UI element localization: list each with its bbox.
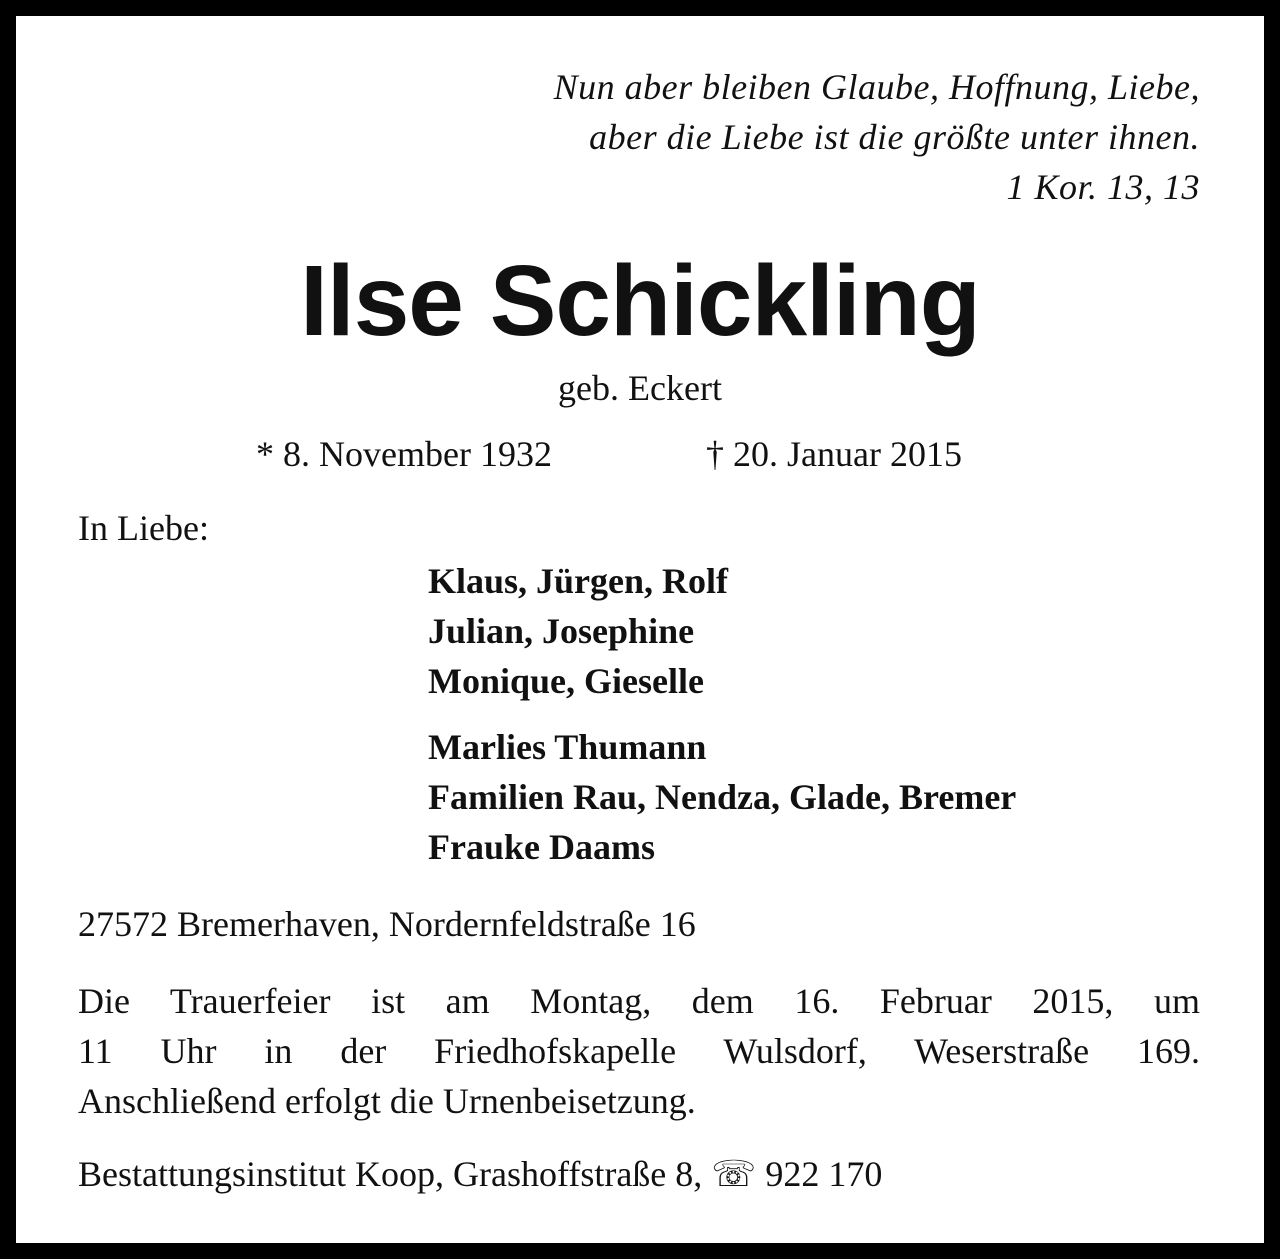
mourners-intro: In Liebe:: [78, 508, 209, 548]
funeral-service-info: [78, 976, 1200, 1126]
mourners-family: [428, 556, 728, 706]
deceased-name: Ilse Schickling: [300, 245, 980, 357]
maiden-name: geb. Eckert: [558, 368, 722, 408]
undertaker-phone: 922 170: [765, 1154, 883, 1194]
phone-icon: ☏: [711, 1154, 757, 1194]
mourners-relatives: [428, 722, 1016, 872]
verse-line: Nun aber bleiben Glaube, Hoffnung, Liebe,: [553, 67, 1200, 107]
mourner-line: Klaus, Jürgen, Rolf: [428, 561, 729, 601]
service-line: 11 Uhr in der Friedhofskapelle Wulsdorf, Weserstraße 169.: [78, 1031, 1200, 1071]
birth-date: * 8. November 1932: [256, 434, 552, 474]
mourner-line: Monique, Gieselle: [428, 661, 704, 701]
mourner-line: Julian, Josephine: [428, 611, 695, 651]
verse-reference: 1 Kor. 13, 13: [1006, 167, 1200, 207]
mourner-line: Marlies Thumann: [428, 727, 707, 767]
service-line: Anschließend erfolgt die Urnenbeisetzung.: [78, 1081, 696, 1121]
mourner-line: Familien Rau, Nendza, Glade, Bremer: [428, 777, 1017, 817]
undertaker-name: Bestattungsinstitut Koop, Grashoffstraße 8,: [78, 1154, 703, 1194]
obituary-notice: [16, 16, 1264, 1243]
service-line: Die Trauerfeier ist am Montag, dem 16. Februar 2015, um: [78, 981, 1200, 1021]
mourner-line: Frauke Daams: [428, 827, 655, 867]
verse-line: aber die Liebe ist die größte unter ihnen.: [589, 117, 1200, 157]
undertaker-info: [78, 1152, 882, 1196]
family-address: 27572 Bremerhaven, Nordernfeldstraße 16: [78, 904, 696, 944]
bible-verse: [554, 62, 1200, 212]
death-date: † 20. Januar 2015: [706, 434, 962, 474]
